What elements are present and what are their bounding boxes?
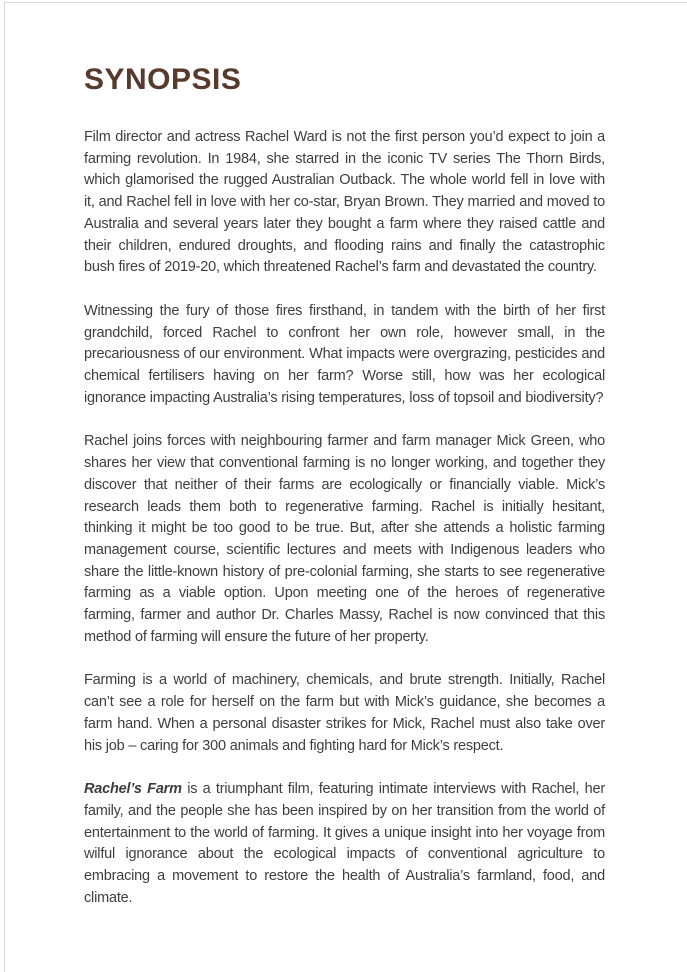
paragraph-text: is a triumphant film, featuring intimate interviews with Rachel, her family, and the people she has been inspired by on her transition from the world of entertainment to the world of farming. It gives a unique insight into her voyage from wilful ignorance about the ecological impacts of conventional agriculture to embracing a movement to restore the health of Australia’s farmland, food, and climate. bbox=[84, 781, 605, 906]
synopsis-paragraph-5 bbox=[84, 779, 605, 909]
page-title: SYNOPSIS bbox=[84, 63, 242, 96]
paragraph-text: Rachel joins forces with neighbouring farmer and farm manager Mick Green, who shares her view that conventional farming is no longer working, and together they discover that neither of their farms are ecologically or financially viable. Mick’s research leads them both to regenerative farming. Rachel is initially hesitant, thinking it might be too good to be true. But, after she attends a holistic farming management course, scientific lectures and meets with Indigenous leaders who share the little-known history of pre-colonial farming, she starts to see regenerative farming as a viable option. Upon meeting one of the heroes of regenerative farming, farmer and author Dr. Charles Massy, Rachel is now convinced that this method of farming will ensure the future of her property. bbox=[84, 433, 605, 645]
paragraph-text: Witnessing the fury of those fires firsthand, in tandem with the birth of her first grandchild, forced Rachel to confront her own role, however small, in the precariousness of our environment. What impacts were overgrazing, pesticides and chemical fertilisers having on her farm? Worse still, how was her ecological ignorance impacting Australia’s rising temperatures, loss of topsoil and biodiversity? bbox=[84, 302, 605, 406]
synopsis-paragraph-2 bbox=[84, 301, 605, 410]
paragraph-lead: Rachel’s Farm bbox=[84, 781, 182, 798]
synopsis-paragraph-3 bbox=[84, 431, 605, 648]
paragraph-text: Film director and actress Rachel Ward is not the first person you’d expect to join a farming revolution. In 1984, she starred in the iconic TV series The Thorn Birds, which glamorised the rugged Australian Outback. The whole world fell in love with it, and Rachel fell in love with her co-star, Bryan Brown. They married and moved to Australia and several years later they bought a farm where they raised cattle and their children, endured droughts, and flooding rains and finally the catastrophic bush fires of 2019-20, which threatened Rachel’s farm and devastated the country. bbox=[84, 129, 605, 276]
document-content bbox=[5, 3, 687, 910]
document-page bbox=[4, 2, 687, 972]
paragraph-text: Farming is a world of machinery, chemicals, and brute strength. Initially, Rachel can’t see a role for herself on the farm but with Mick’s guidance, she becomes a farm hand. When a personal disaster strikes for Mick, Rachel must also take over his job – caring for 300 animals and fighting hard for Mick’s respect. bbox=[84, 672, 605, 754]
synopsis-paragraph-1 bbox=[84, 127, 605, 279]
synopsis-paragraph-4 bbox=[84, 670, 605, 757]
